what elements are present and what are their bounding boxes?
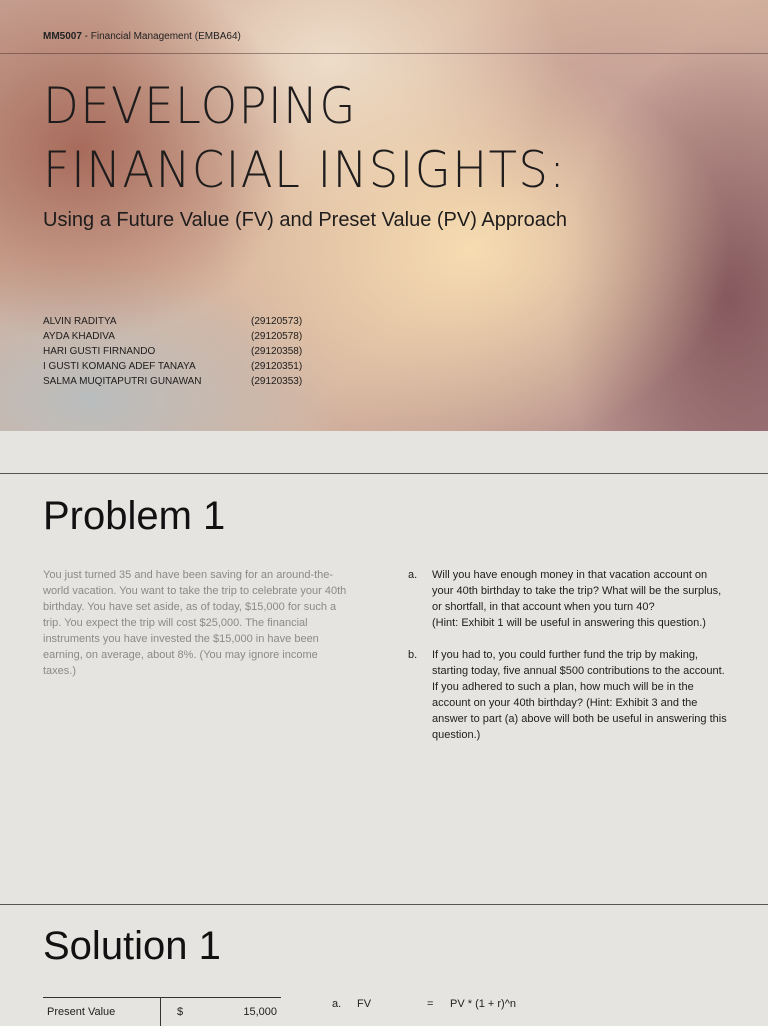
question-item (408, 647, 728, 743)
solution-title: Solution 1 (43, 924, 221, 968)
question-list (408, 567, 728, 759)
header-divider (0, 53, 768, 54)
formula-letter: a. (332, 998, 342, 1010)
member-id: (29120578) (251, 331, 303, 342)
page-subtitle: Using a Future Value (FV) and Preset Value (PV) Approach (43, 209, 567, 231)
question-text: If you had to, you could further fund the trip by making, starting today, five annual $500 contributions to the account. If you adhered to such a plan, how much will be in the account on your 40th birthday? (Hint: Exhibit 3 and the answer to part (a) above will both be useful in answering this question.) (432, 649, 727, 741)
page-title (43, 74, 566, 202)
member-row (43, 374, 343, 389)
problem-statement: You just turned 35 and have been saving for an around-the-world vacation. You want to take the trip to celebrate your 40th birthday. You have set aside, as of today, $15,000 for such a trip. You expect the trip will cost $25,000. The financial instruments you have invested the $15,000 in have been earning, on average, about 8%. (You may ignore income taxes.) (43, 569, 347, 677)
problem-title: Problem 1 (43, 494, 226, 538)
row-label: Present Value (43, 998, 161, 1026)
member-name: ALVIN RADITYA (43, 316, 117, 327)
member-id: (29120353) (251, 376, 303, 387)
member-row (43, 314, 343, 329)
member-row (43, 329, 343, 344)
member-name: I GUSTI KOMANG ADEF TANAYA (43, 361, 196, 372)
question-item (408, 567, 728, 631)
formula-equals: = (427, 998, 434, 1010)
member-id: (29120351) (251, 361, 303, 372)
solution-divider (0, 904, 768, 905)
table-row (43, 998, 281, 1026)
formula-expression: PV * (1 + r)^n (450, 998, 516, 1010)
course-code: MM5007 (43, 31, 82, 42)
solution-table (43, 997, 281, 1026)
member-name: SALMA MUQITAPUTRI GUNAWAN (43, 376, 202, 387)
question-letter: b. (408, 649, 418, 661)
member-id: (29120358) (251, 346, 303, 357)
member-list (43, 314, 343, 389)
course-name: - Financial Management (EMBA64) (81, 31, 241, 42)
question-letter: a. (408, 569, 418, 581)
row-value: 15,000 (243, 1006, 277, 1018)
cover-banner (0, 0, 768, 431)
member-row (43, 359, 343, 374)
formula-name: FV (357, 998, 372, 1010)
problem-divider (0, 473, 768, 474)
title-line-2: FINANCIAL INSIGHTS: (43, 141, 567, 199)
question-text: Will you have enough money in that vacation account on your 40th birthday to take the trip? What will be the surplus, or shortfall, in that account when you turn 40? (Hint: Exhibit 1 will be useful in answering this question.) (432, 569, 722, 629)
title-line-1: DEVELOPING (43, 77, 357, 135)
row-currency: $ (177, 1006, 184, 1018)
course-label (43, 31, 241, 42)
member-name: HARI GUSTI FIRNANDO (43, 346, 156, 357)
member-row (43, 344, 343, 359)
member-id: (29120573) (251, 316, 303, 327)
formula-line (332, 998, 732, 1010)
member-name: AYDA KHADIVA (43, 331, 115, 342)
